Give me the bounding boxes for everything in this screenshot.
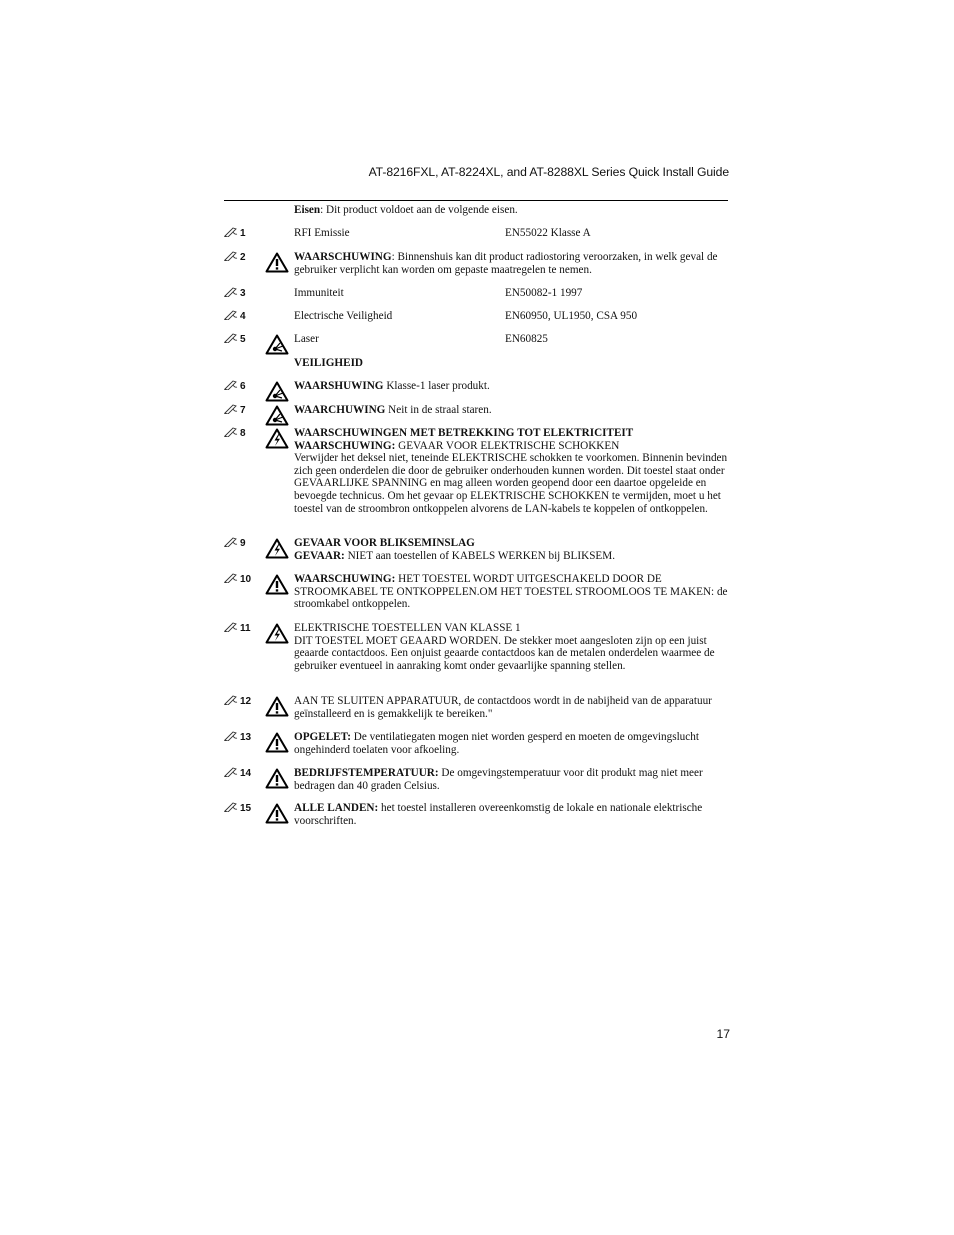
warning-triangle-icon bbox=[265, 696, 289, 717]
standard-name: Laser bbox=[294, 333, 319, 345]
entry-ref bbox=[224, 537, 260, 551]
pen-icon bbox=[224, 731, 238, 741]
entry-number: 10 bbox=[240, 574, 252, 585]
entry-number: 3 bbox=[240, 288, 246, 299]
pen-icon bbox=[224, 333, 238, 343]
pen-icon bbox=[224, 287, 238, 297]
entry-number: 15 bbox=[240, 803, 252, 814]
entry-ref bbox=[224, 427, 260, 441]
pen-icon bbox=[224, 227, 238, 237]
intro-label: Eisen bbox=[294, 204, 321, 216]
section-heading: VEILIGHEID bbox=[294, 357, 364, 369]
entry-bold: WAARCHUWING bbox=[294, 404, 386, 416]
electric-shock-icon bbox=[265, 428, 289, 449]
entry-ref bbox=[224, 802, 260, 816]
entry-ref bbox=[224, 622, 260, 636]
entry-ref bbox=[224, 251, 260, 265]
pen-icon bbox=[224, 251, 238, 261]
entry-text: De ventilatiegaten mogen niet worden gesperd en moeten de omgevingslucht ongehinderd toelaten voor afkoeling. bbox=[294, 731, 699, 756]
intro-text: : Dit product voldoet aan de volgende eisen. bbox=[320, 204, 518, 216]
electric-shock-icon bbox=[265, 623, 289, 644]
electric-shock-icon bbox=[265, 538, 289, 559]
entry-bold: WAARSCHUWING bbox=[294, 251, 392, 263]
warning-triangle-icon bbox=[265, 732, 289, 753]
entry-ref bbox=[224, 227, 260, 241]
entry-text: het toestel installeren overeenkomstig de lokale en nationale elektrische voorschriften. bbox=[294, 802, 703, 827]
entry-text: AAN TE SLUITEN APPARATUUR, de contactdoos wordt in de nabijheid van de apparatuur geïnstalleerd en is gemakkelijk te bereiken." bbox=[294, 695, 712, 720]
standard-name: Electrische Veiligheid bbox=[294, 310, 393, 322]
pen-icon bbox=[224, 310, 238, 320]
pen-icon bbox=[224, 537, 238, 547]
entry-body: Verwijder het deksel niet, teneinde ELEKTRISCHE schokken te voorkomen. Binnenin bevinden zich geen onderdelen die door de gebruiker onderhouden kunnen worden. Dit toestel staat onder GEVAARLIJKE SPANNING en mag alleen worden geopend door een daartoe opgeleide en bevoegde technicus. Om het gevaar op ELEKTRISCHE SCHOKKEN te vermijden, moet u het toestel van de stroombron ontkoppelen alvorens de LAN-kabels te koppelen of ontkoppelen. bbox=[294, 452, 728, 515]
pen-icon bbox=[224, 404, 238, 414]
entry-bold: ALLE LANDEN: bbox=[294, 802, 379, 814]
entry-ref bbox=[224, 404, 260, 418]
entry-text: Klasse-1 laser produkt. bbox=[383, 380, 490, 392]
entry-ref bbox=[224, 731, 260, 745]
entry-heading: ELEKTRISCHE TOESTELLEN VAN KLASSE 1 bbox=[294, 622, 521, 634]
entry-number: 7 bbox=[240, 405, 246, 416]
pen-icon bbox=[224, 622, 238, 632]
entry-number: 14 bbox=[240, 768, 252, 779]
entry-bold: GEVAAR: bbox=[294, 549, 345, 562]
entry-bold: BEDRIJFSTEMPERATUUR: bbox=[294, 767, 439, 779]
running-header: AT-8216FXL, AT-8224XL, and AT-8288XL Series Quick Install Guide bbox=[368, 165, 729, 179]
entry-heading: GEVAAR VOOR BLIKSEMINSLAG bbox=[294, 537, 475, 549]
entry-number: 8 bbox=[240, 428, 246, 439]
warning-triangle-icon bbox=[265, 574, 289, 595]
entry-ref bbox=[224, 695, 260, 709]
standard-code: EN60825 bbox=[505, 333, 548, 345]
entry-ref bbox=[224, 767, 260, 781]
standard-code: EN60950, UL1950, CSA 950 bbox=[505, 310, 638, 322]
laser-warning-icon bbox=[265, 381, 289, 402]
page-number: 17 bbox=[716, 1027, 730, 1041]
entry-number: 11 bbox=[240, 623, 251, 634]
entry-ref bbox=[224, 287, 260, 301]
entry-number: 2 bbox=[240, 252, 246, 263]
entry-number: 13 bbox=[240, 732, 252, 743]
warning-triangle-icon bbox=[265, 803, 289, 824]
pen-icon bbox=[224, 427, 238, 437]
standard-name: RFI Emissie bbox=[294, 227, 350, 239]
pen-icon bbox=[224, 380, 238, 390]
pen-icon bbox=[224, 695, 238, 705]
warning-triangle-icon bbox=[265, 768, 289, 789]
entry-number: 5 bbox=[240, 334, 246, 345]
entry-heading: WAARSCHUWINGEN MET BETREKKING TOT ELEKTRICITEIT bbox=[294, 427, 634, 439]
entry-text: HET TOESTEL WORDT UITGESCHAKELD DOOR DE STROOMKABEL TE ONTKOPPELEN.OM HET TOESTEL STROOMLOOS TE MAKEN: de stroomkabel ontkoppelen. bbox=[294, 573, 728, 611]
warning-triangle-icon bbox=[265, 252, 289, 273]
entry-number: 12 bbox=[240, 696, 252, 707]
entry-number: 4 bbox=[240, 311, 246, 322]
entry-bold: WAARSCHUWING: bbox=[294, 573, 396, 585]
entry-number: 6 bbox=[240, 381, 246, 392]
header-rule bbox=[224, 200, 728, 201]
entry-ref bbox=[224, 333, 260, 347]
entry-text: NIET aan toestellen of KABELS WERKEN bij BLIKSEM. bbox=[344, 549, 615, 562]
entry-bold: WAARSHUWING bbox=[294, 380, 384, 392]
entry-ref bbox=[224, 573, 260, 587]
laser-warning-icon bbox=[265, 405, 289, 426]
standard-code: EN55022 Klasse A bbox=[505, 227, 591, 239]
entry-text: GEVAAR VOOR ELEKTRISCHE SCHOKKEN bbox=[395, 439, 620, 452]
entry-bold: WAARSCHUWING: bbox=[294, 439, 396, 452]
laser-warning-icon bbox=[265, 334, 289, 355]
entry-number: 1 bbox=[240, 228, 246, 239]
entry-body: DIT TOESTEL MOET GEAARD WORDEN. De stekker moet aangesloten zijn op een juist geaarde contactdoos. Een onjuist geaarde contactdoos kan de metalen onderdelen waarmee de gebruiker eventueel in aanraking komt onder gevaarlijke spanning stellen. bbox=[294, 634, 715, 672]
pen-icon bbox=[224, 802, 238, 812]
entry-ref bbox=[224, 380, 260, 394]
entry-text: : Binnenshuis kan dit product radiostoring veroorzaken, in welk geval de gebruiker verplicht kan worden om gepaste maatregelen te nemen. bbox=[294, 251, 718, 276]
entry-ref bbox=[224, 310, 260, 324]
entry-number: 9 bbox=[240, 538, 246, 549]
entry-text: De omgevingstemperatuur voor dit produkt mag niet meer bedragen dan 40 graden Celsius. bbox=[294, 767, 703, 792]
entry-bold: OPGELET: bbox=[294, 731, 351, 743]
standard-name: Immuniteit bbox=[294, 287, 344, 299]
pen-icon bbox=[224, 573, 238, 583]
pen-icon bbox=[224, 767, 238, 777]
standard-code: EN50082-1 1997 bbox=[505, 287, 583, 299]
entry-text: Neit in de straal staren. bbox=[385, 404, 492, 416]
